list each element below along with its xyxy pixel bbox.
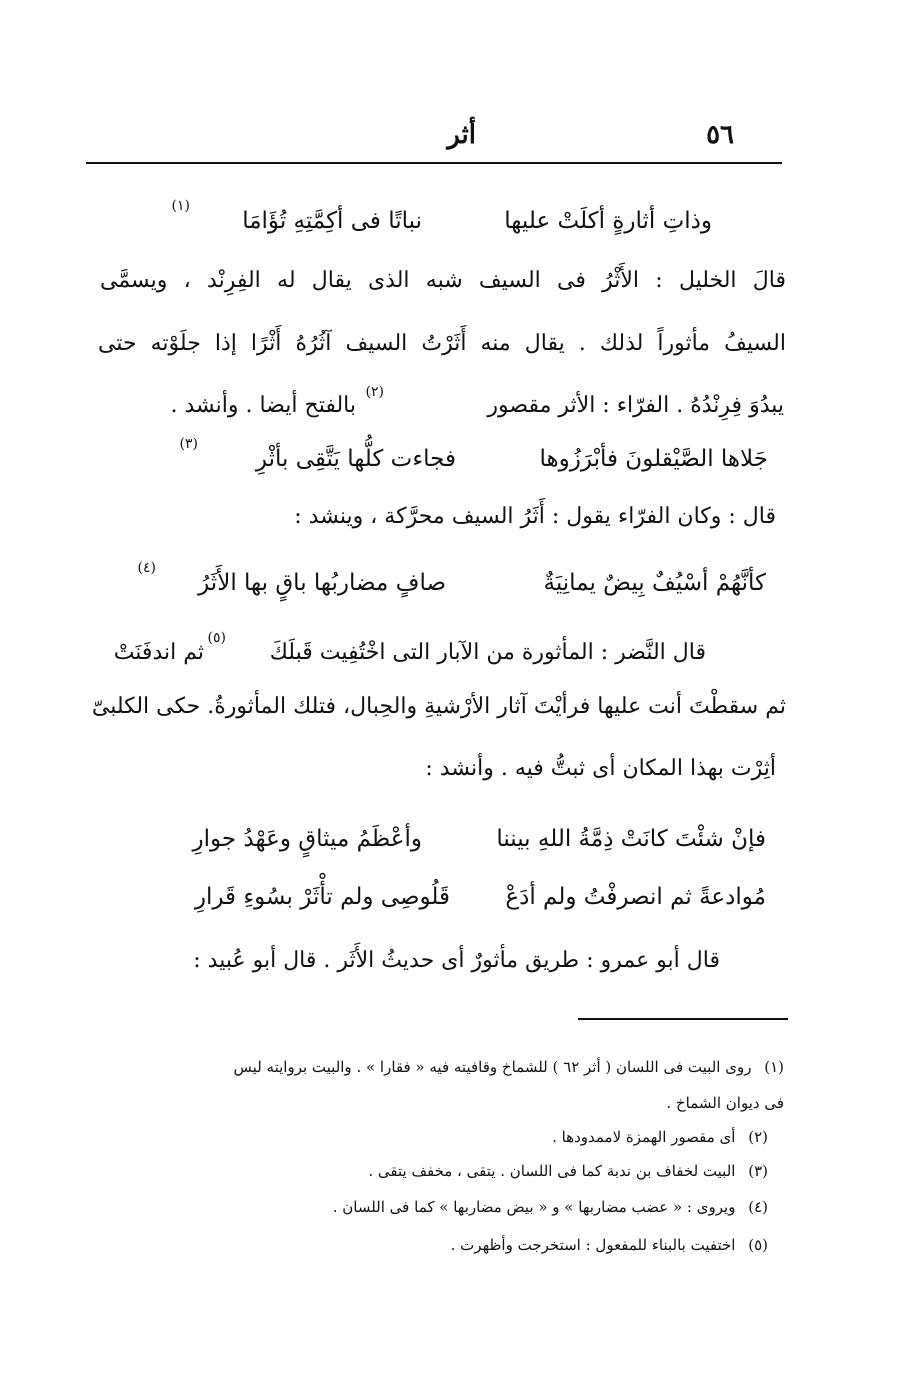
footnote-5 — [100, 1236, 768, 1254]
footnote-ref-1: (١) — [171, 198, 190, 214]
paragraph-1-line-3-part-a: يبدُوَ فِرِنْدُهُ . الفرّاء : الأثر مقصور — [487, 393, 784, 418]
paragraph-1-line-1: قالَ الخليل : الأَثْرُ فى السيف شبه الذى يقال له الفِرِنْد ، ويسمَّى — [100, 268, 786, 293]
footnote-text: البيت لخفاف بن ندبة كما فى اللسان . يتقى ، مخفف يتقى . — [368, 1162, 736, 1180]
verse-4-second-hemistich: وأعْظَمُ ميثاقٍ وعَهْدُ جوارِ — [192, 826, 422, 852]
footnote-text: روى البيت فى اللسان ( أثر ٦٢ ) للشماخ وقافيته فيه « فقارا » . والبيت بروايته ليس — [233, 1058, 752, 1076]
paragraph-3-line-2: ثم سقطْتَ أنت عليها فرأيْتَ آثار الأرْشيةِ والحِبال، فتلك المأثورةُ. حكى الكلبىّ — [91, 694, 786, 719]
verse-3-first-hemistich: كأنَّهُمْ أسْيُفٌ بِيضٌ يمانِيَةٌ — [543, 570, 766, 596]
verse-5-second-hemistich: قَلُوصِى ولم تأْثَرْ بسُوءِ قَرارِ — [194, 884, 450, 910]
footnote-text: ويروى : « عضب مضاربها » و « بيض مضاربها » كما فى اللسان . — [332, 1198, 736, 1216]
verse-3-second-hemistich: صافٍ مضاربُها باقٍ بها الأَثَرُ — [198, 570, 446, 596]
page-number: ٥٦ — [706, 120, 734, 150]
footnote-1-continued — [100, 1094, 784, 1112]
footnote-number: (٢) — [748, 1128, 768, 1146]
paragraph-2-line-1: قال : وكان الفرّاء يقول : أَثَرُ السيف محرَّكة ، وينشد : — [294, 504, 776, 529]
paragraph-3-line-1-part-b: ثم اندفَنَتْ — [113, 640, 204, 665]
verse-1-first-hemistich: وذاتِ أثارةٍ أكلَتْ عليها — [504, 208, 712, 234]
footnote-ref-4: (٤) — [137, 560, 156, 576]
paragraph-1-line-3-part-b: بالفتح أيضا . وأنشد . — [170, 393, 356, 418]
footnote-text: اختفيت بالبناء للمفعول : استخرجت وأظهرت . — [450, 1236, 736, 1254]
footnote-text: أى مقصور الهمزة لاممدودها . — [552, 1128, 736, 1146]
footnote-ref-5: (٥) — [207, 630, 226, 646]
footnote-number: (١) — [764, 1058, 784, 1076]
verse-2-second-hemistich: فجاءت كلُّها يَتَّقِى بأثْرِ — [255, 446, 456, 472]
footnote-ref-2: (٢) — [365, 384, 384, 400]
running-title: أثر — [447, 120, 476, 150]
footnote-3 — [100, 1162, 768, 1180]
paragraph-1-line-2: السيفُ مأثوراً لذلك . يقال منه أَثَرْتُ السيف آثُرُهُ أَثْرًا إذا جلَوْته حتى — [98, 331, 786, 356]
footnote-number: (٥) — [748, 1236, 768, 1254]
footnote-4 — [100, 1198, 768, 1216]
verse-5-first-hemistich: مُوادعةً ثم انصرفْتُ ولم أدَعْ — [505, 884, 766, 910]
paragraph-3-line-1-part-a: قال النَّضر : المأثورة من الآبار التى اخْتُفِيت قَبلَكَ — [269, 640, 706, 665]
header-rule — [86, 162, 782, 164]
footnote-number: (٣) — [748, 1162, 768, 1180]
footnote-number: (٤) — [748, 1198, 768, 1216]
verse-2-first-hemistich: جَلاها الصَّيْقلونَ فأبْرَزُوها — [539, 446, 768, 472]
footnote-1 — [100, 1058, 784, 1076]
footnote-ref-3: (٣) — [179, 436, 198, 452]
paragraph-3-line-3: أثِرْت بهذا المكان أى ثبتُّ فيه . وأنشد : — [425, 756, 776, 781]
footnote-text: فى ديوان الشماخ . — [666, 1094, 784, 1112]
paragraph-4-line-1: قال أبو عمرو : طريق مأثورٌ أى حديثُ الأَثَر . قال أبو عُبيد : — [193, 948, 720, 973]
verse-4-first-hemistich: فإنْ شئْتَ كانَتْ ذِمَّةُ اللهِ بيننا — [496, 826, 766, 852]
verse-1-second-hemistich: نباتًا فى أكِمَّتِهِ تُؤَامَا — [242, 208, 422, 234]
footnote-rule — [578, 1018, 788, 1020]
footnote-2 — [100, 1128, 768, 1146]
